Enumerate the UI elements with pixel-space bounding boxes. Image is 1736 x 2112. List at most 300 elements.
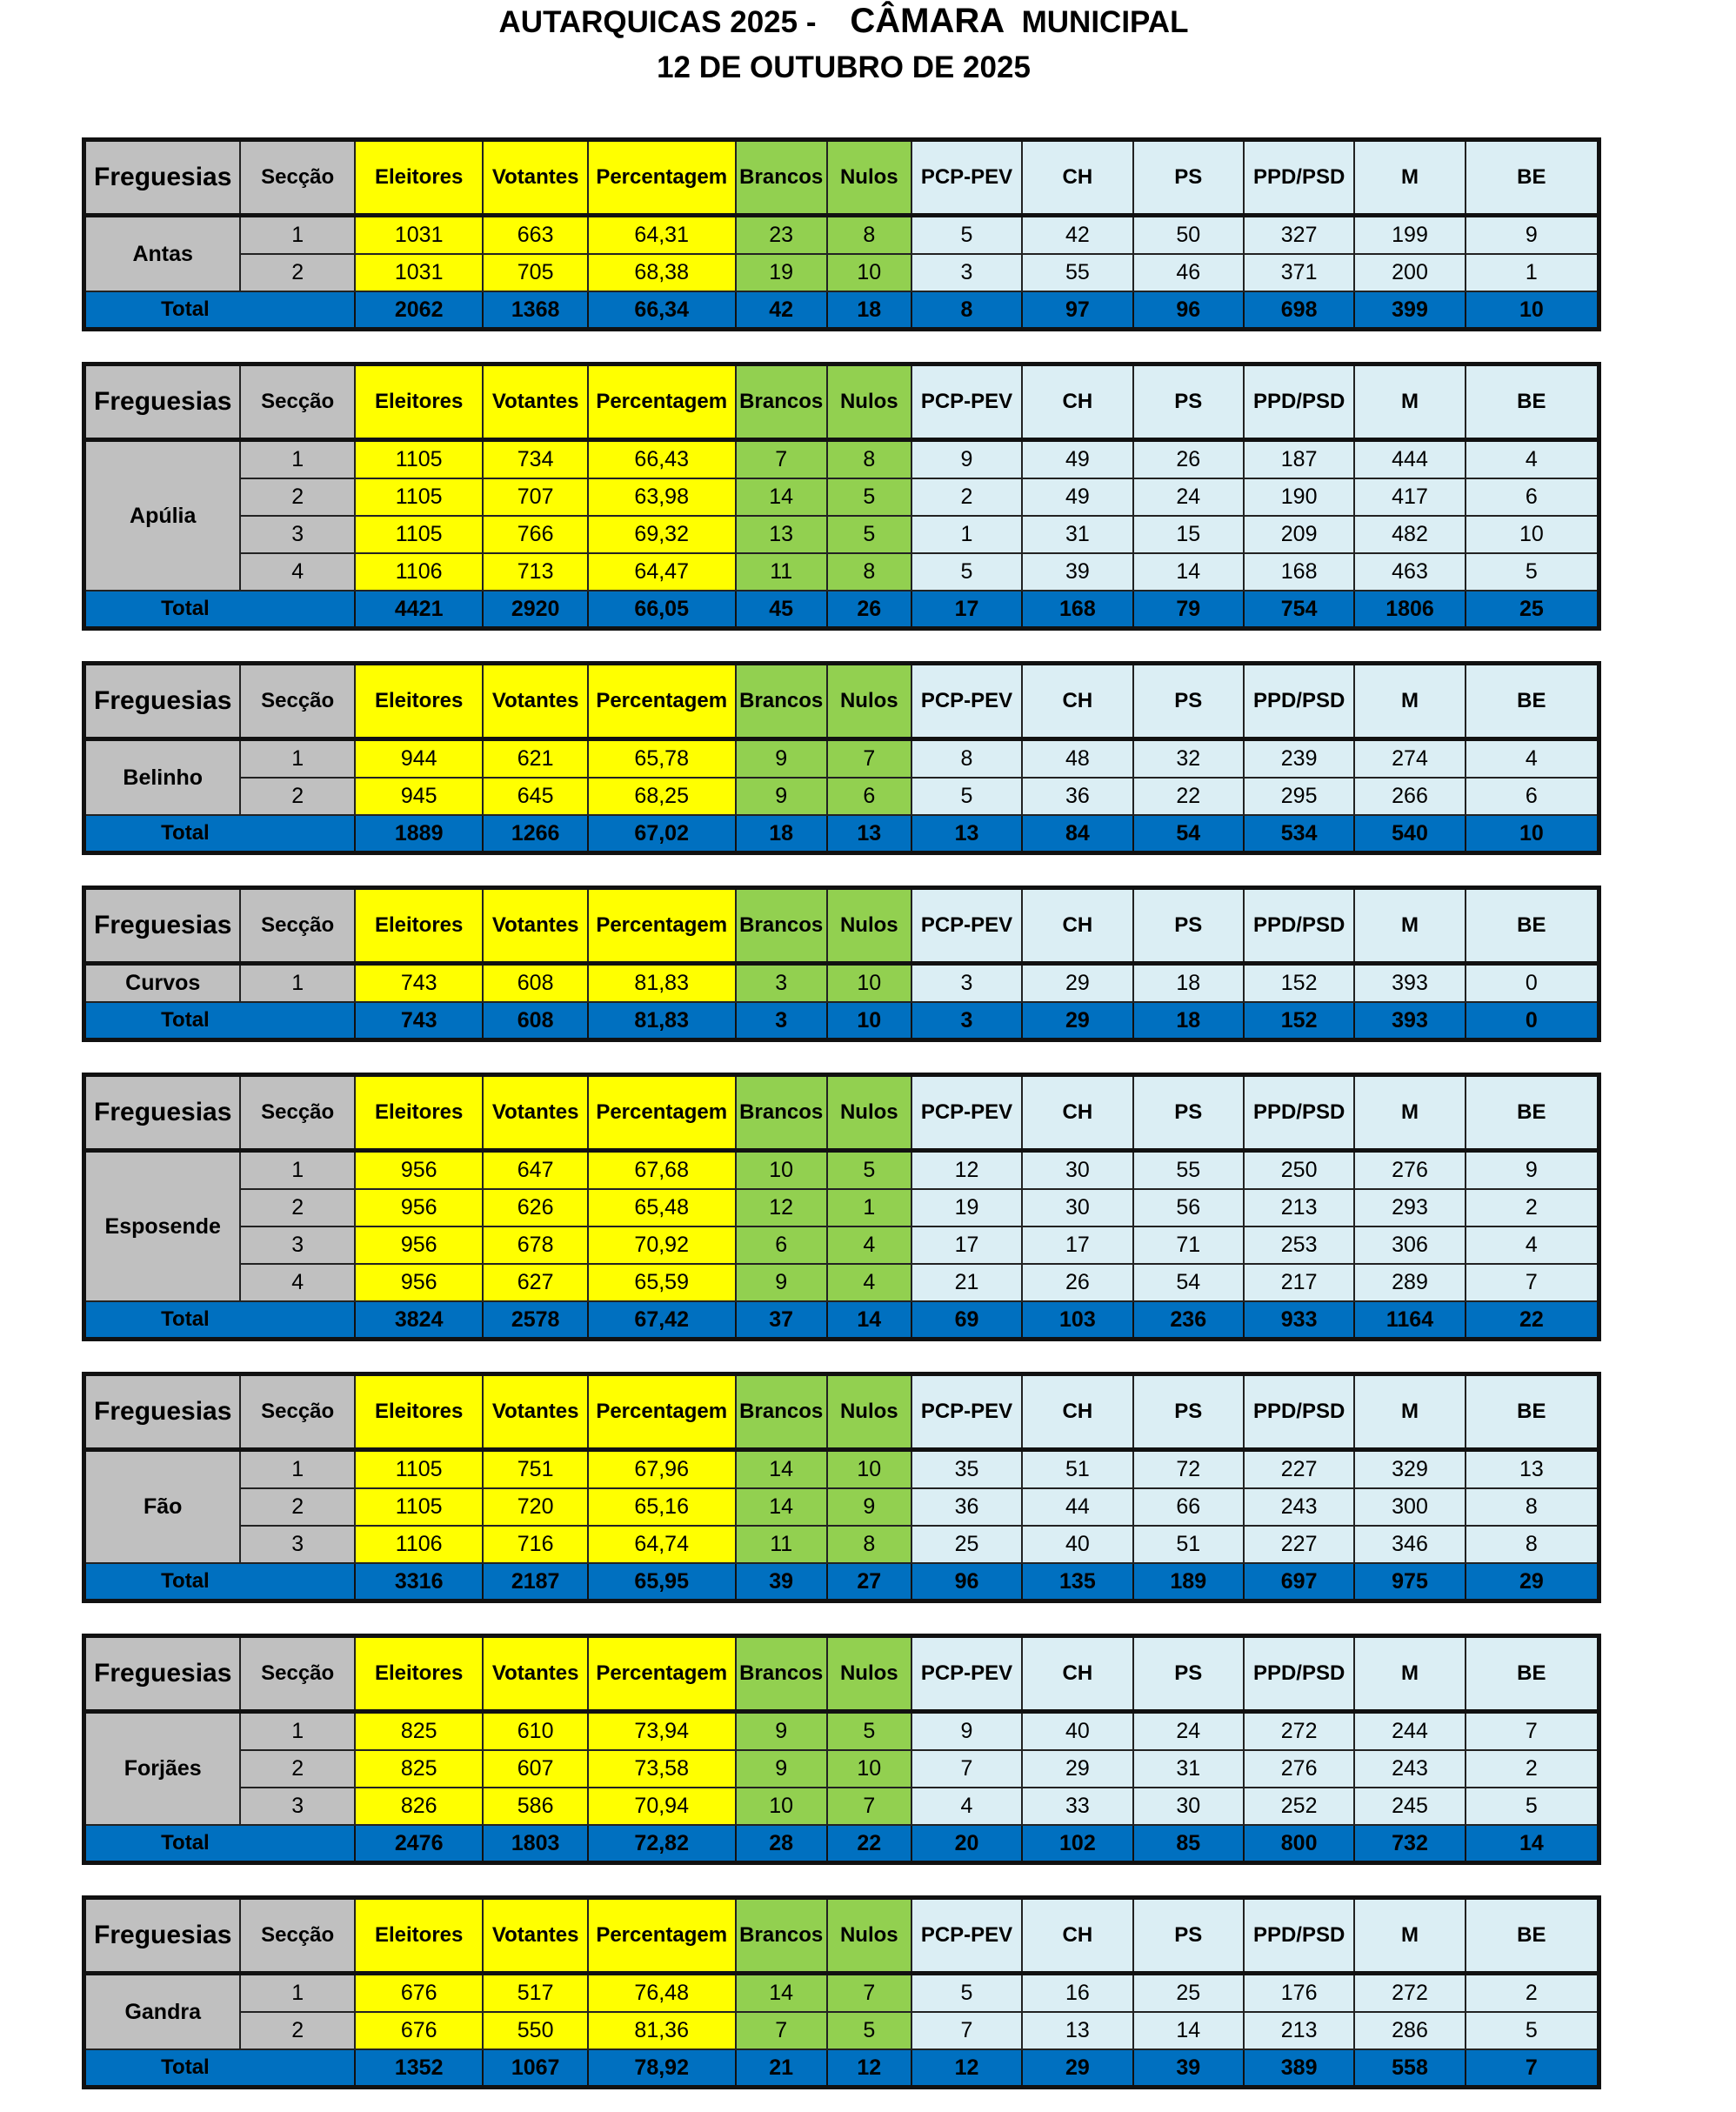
header-eleitores: Eleitores (355, 664, 484, 739)
table-row (84, 1974, 1599, 2013)
cell-percentagem: 73,58 (588, 1750, 736, 1788)
cell-nulos: 5 (827, 1151, 911, 1190)
cell-ps: 25 (1133, 1974, 1244, 2013)
cell-brancos: 9 (736, 1712, 827, 1751)
table-row (84, 516, 1599, 553)
cell-seccao: 2 (240, 778, 354, 815)
cell-ppd-psd: 243 (1244, 1488, 1354, 1526)
total-votantes: 1266 (483, 815, 587, 853)
cell-votantes: 720 (483, 1488, 587, 1526)
table-row (84, 440, 1599, 479)
header-freguesias: Freguesias (84, 664, 241, 739)
table-row (84, 553, 1599, 591)
total-eleitores: 743 (355, 1002, 484, 1040)
header-eleitores: Eleitores (355, 140, 484, 216)
cell-percentagem: 73,94 (588, 1712, 736, 1751)
cell-votantes: 707 (483, 478, 587, 516)
cell-votantes: 716 (483, 1526, 587, 1563)
total-brancos: 18 (736, 815, 827, 853)
freguesia-block (82, 137, 1601, 331)
header-pcp-pev: PCP-PEV (911, 140, 1022, 216)
cell-ppd-psd: 217 (1244, 1264, 1354, 1301)
results-table (82, 1372, 1601, 1603)
cell-brancos: 11 (736, 553, 827, 591)
cell-ps: 71 (1133, 1226, 1244, 1264)
cell-be: 2 (1466, 1189, 1599, 1226)
cell-pcp-pev: 12 (911, 1151, 1022, 1190)
header-seccao: Secção (240, 1636, 354, 1712)
total-row (84, 1825, 1599, 1863)
cell-brancos: 9 (736, 778, 827, 815)
total-percentagem: 66,05 (588, 591, 736, 629)
header-percentagem: Percentagem (588, 888, 736, 964)
header-votantes: Votantes (483, 664, 587, 739)
cell-votantes: 610 (483, 1712, 587, 1751)
header-pcp-pev: PCP-PEV (911, 1636, 1022, 1712)
cell-ps: 18 (1133, 964, 1244, 1003)
results-table (82, 137, 1601, 331)
cell-pcp-pev: 2 (911, 478, 1022, 516)
cell-ppd-psd: 327 (1244, 216, 1354, 255)
cell-m: 417 (1354, 478, 1465, 516)
freguesia-name: Fão (84, 1450, 241, 1564)
cell-pcp-pev: 7 (911, 2012, 1022, 2049)
freguesia-name: Apúlia (84, 440, 241, 591)
header-brancos: Brancos (736, 140, 827, 216)
header-percentagem: Percentagem (588, 1075, 736, 1151)
cell-percentagem: 64,74 (588, 1526, 736, 1563)
cell-brancos: 9 (736, 1750, 827, 1788)
total-pcp-pev: 13 (911, 815, 1022, 853)
cell-ps: 72 (1133, 1450, 1244, 1489)
cell-brancos: 19 (736, 254, 827, 291)
cell-ps: 30 (1133, 1788, 1244, 1825)
cell-ps: 51 (1133, 1526, 1244, 1563)
cell-be: 4 (1466, 440, 1599, 479)
header-ppd-psd: PPD/PSD (1244, 664, 1354, 739)
cell-m: 482 (1354, 516, 1465, 553)
cell-pcp-pev: 36 (911, 1488, 1022, 1526)
cell-votantes: 663 (483, 216, 587, 255)
cell-ppd-psd: 253 (1244, 1226, 1354, 1264)
cell-ppd-psd: 176 (1244, 1974, 1354, 2013)
header-ch: CH (1022, 140, 1132, 216)
table-row (84, 254, 1599, 291)
table-row (84, 1189, 1599, 1226)
table-row (84, 1750, 1599, 1788)
cell-ch: 39 (1022, 553, 1132, 591)
total-ch: 84 (1022, 815, 1132, 853)
cell-eleitores: 956 (355, 1189, 484, 1226)
cell-ch: 30 (1022, 1151, 1132, 1190)
total-ps: 79 (1133, 591, 1244, 629)
total-eleitores: 2476 (355, 1825, 484, 1863)
table-row (84, 1712, 1599, 1751)
results-table (82, 886, 1601, 1042)
total-m: 393 (1354, 1002, 1465, 1040)
total-label: Total (84, 1825, 355, 1863)
cell-ps: 50 (1133, 216, 1244, 255)
cell-nulos: 5 (827, 2012, 911, 2049)
cell-ch: 29 (1022, 964, 1132, 1003)
cell-ch: 48 (1022, 739, 1132, 779)
cell-nulos: 10 (827, 254, 911, 291)
cell-ppd-psd: 209 (1244, 516, 1354, 553)
header-votantes: Votantes (483, 1898, 587, 1974)
freguesia-name: Curvos (84, 964, 241, 1003)
header-ps: PS (1133, 1374, 1244, 1450)
total-brancos: 42 (736, 291, 827, 330)
header-eleitores: Eleitores (355, 1075, 484, 1151)
header-brancos: Brancos (736, 888, 827, 964)
cell-eleitores: 1105 (355, 1450, 484, 1489)
header-seccao: Secção (240, 664, 354, 739)
freguesia-block (82, 886, 1601, 1042)
header-percentagem: Percentagem (588, 364, 736, 440)
header-ch: CH (1022, 888, 1132, 964)
cell-ps: 15 (1133, 516, 1244, 553)
cell-nulos: 8 (827, 440, 911, 479)
cell-nulos: 7 (827, 1788, 911, 1825)
header-ppd-psd: PPD/PSD (1244, 364, 1354, 440)
header-ppd-psd: PPD/PSD (1244, 1636, 1354, 1712)
header-pcp-pev: PCP-PEV (911, 1374, 1022, 1450)
total-nulos: 10 (827, 1002, 911, 1040)
header-ppd-psd: PPD/PSD (1244, 1075, 1354, 1151)
total-be: 10 (1466, 291, 1599, 330)
cell-percentagem: 68,38 (588, 254, 736, 291)
header-m: M (1354, 140, 1465, 216)
cell-ps: 24 (1133, 478, 1244, 516)
total-percentagem: 72,82 (588, 1825, 736, 1863)
total-nulos: 22 (827, 1825, 911, 1863)
cell-percentagem: 65,59 (588, 1264, 736, 1301)
cell-be: 7 (1466, 1712, 1599, 1751)
cell-ps: 14 (1133, 2012, 1244, 2049)
cell-seccao: 1 (240, 1151, 354, 1190)
header-eleitores: Eleitores (355, 1898, 484, 1974)
header-ps: PS (1133, 140, 1244, 216)
header-eleitores: Eleitores (355, 1636, 484, 1712)
cell-eleitores: 1031 (355, 254, 484, 291)
cell-pcp-pev: 5 (911, 778, 1022, 815)
total-ch: 29 (1022, 1002, 1132, 1040)
cell-ppd-psd: 187 (1244, 440, 1354, 479)
cell-brancos: 14 (736, 1488, 827, 1526)
header-be: BE (1466, 1075, 1599, 1151)
cell-eleitores: 676 (355, 1974, 484, 2013)
cell-pcp-pev: 9 (911, 1712, 1022, 1751)
header-brancos: Brancos (736, 1374, 827, 1450)
cell-percentagem: 67,96 (588, 1450, 736, 1489)
cell-eleitores: 956 (355, 1226, 484, 1264)
cell-eleitores: 1105 (355, 516, 484, 553)
header-ps: PS (1133, 1636, 1244, 1712)
cell-ps: 54 (1133, 1264, 1244, 1301)
cell-percentagem: 65,78 (588, 739, 736, 779)
cell-eleitores: 1105 (355, 440, 484, 479)
cell-m: 243 (1354, 1750, 1465, 1788)
cell-percentagem: 64,47 (588, 553, 736, 591)
cell-percentagem: 76,48 (588, 1974, 736, 2013)
cell-be: 8 (1466, 1526, 1599, 1563)
results-table (82, 1073, 1601, 1341)
total-ppd-psd: 534 (1244, 815, 1354, 853)
total-eleitores: 3316 (355, 1563, 484, 1601)
total-ps: 96 (1133, 291, 1244, 330)
cell-brancos: 14 (736, 1974, 827, 2013)
cell-votantes: 550 (483, 2012, 587, 2049)
table-row (84, 778, 1599, 815)
cell-seccao: 1 (240, 440, 354, 479)
cell-votantes: 647 (483, 1151, 587, 1190)
total-be: 7 (1466, 2049, 1599, 2088)
cell-votantes: 626 (483, 1189, 587, 1226)
cell-percentagem: 67,68 (588, 1151, 736, 1190)
cell-nulos: 7 (827, 1974, 911, 2013)
freguesia-name: Gandra (84, 1974, 241, 2050)
cell-pcp-pev: 8 (911, 739, 1022, 779)
total-label: Total (84, 291, 355, 330)
cell-votantes: 607 (483, 1750, 587, 1788)
table-header-row (84, 1636, 1599, 1712)
cell-ch: 49 (1022, 440, 1132, 479)
cell-eleitores: 956 (355, 1151, 484, 1190)
header-pcp-pev: PCP-PEV (911, 888, 1022, 964)
total-nulos: 27 (827, 1563, 911, 1601)
cell-ppd-psd: 250 (1244, 1151, 1354, 1190)
header-percentagem: Percentagem (588, 1636, 736, 1712)
header-brancos: Brancos (736, 364, 827, 440)
total-votantes: 2578 (483, 1301, 587, 1340)
cell-pcp-pev: 3 (911, 964, 1022, 1003)
cell-m: 274 (1354, 739, 1465, 779)
header-votantes: Votantes (483, 1075, 587, 1151)
cell-m: 289 (1354, 1264, 1465, 1301)
cell-eleitores: 825 (355, 1750, 484, 1788)
header-nulos: Nulos (827, 1075, 911, 1151)
cell-ppd-psd: 272 (1244, 1712, 1354, 1751)
header-m: M (1354, 1075, 1465, 1151)
cell-m: 346 (1354, 1526, 1465, 1563)
header-be: BE (1466, 888, 1599, 964)
total-be: 10 (1466, 815, 1599, 853)
cell-ch: 42 (1022, 216, 1132, 255)
cell-pcp-pev: 9 (911, 440, 1022, 479)
header-nulos: Nulos (827, 364, 911, 440)
total-votantes: 1803 (483, 1825, 587, 1863)
total-eleitores: 3824 (355, 1301, 484, 1340)
header-ch: CH (1022, 1636, 1132, 1712)
cell-nulos: 8 (827, 1526, 911, 1563)
total-ppd-psd: 389 (1244, 2049, 1354, 2088)
results-table (82, 661, 1601, 855)
cell-ps: 14 (1133, 553, 1244, 591)
header-seccao: Secção (240, 364, 354, 440)
header-brancos: Brancos (736, 1636, 827, 1712)
cell-seccao: 1 (240, 964, 354, 1003)
cell-ch: 51 (1022, 1450, 1132, 1489)
cell-votantes: 586 (483, 1788, 587, 1825)
header-ppd-psd: PPD/PSD (1244, 888, 1354, 964)
total-ppd-psd: 698 (1244, 291, 1354, 330)
cell-votantes: 645 (483, 778, 587, 815)
cell-pcp-pev: 5 (911, 1974, 1022, 2013)
page-title (0, 2, 1687, 42)
cell-seccao: 3 (240, 1226, 354, 1264)
table-row (84, 1226, 1599, 1264)
cell-seccao: 2 (240, 478, 354, 516)
table-row (84, 1488, 1599, 1526)
header-freguesias: Freguesias (84, 1898, 241, 1974)
total-be: 25 (1466, 591, 1599, 629)
cell-votantes: 627 (483, 1264, 587, 1301)
cell-pcp-pev: 3 (911, 254, 1022, 291)
cell-seccao: 1 (240, 1974, 354, 2013)
page-subtitle: 12 DE OUTUBRO DE 2025 (657, 50, 1031, 84)
cell-seccao: 3 (240, 516, 354, 553)
header-nulos: Nulos (827, 664, 911, 739)
cell-be: 10 (1466, 516, 1599, 553)
total-ps: 189 (1133, 1563, 1244, 1601)
header-freguesias: Freguesias (84, 1636, 241, 1712)
cell-nulos: 10 (827, 1450, 911, 1489)
total-row (84, 1563, 1599, 1601)
cell-pcp-pev: 35 (911, 1450, 1022, 1489)
total-ppd-psd: 800 (1244, 1825, 1354, 1863)
total-eleitores: 1889 (355, 815, 484, 853)
table-row (84, 478, 1599, 516)
table-row (84, 964, 1599, 1003)
cell-pcp-pev: 5 (911, 553, 1022, 591)
cell-brancos: 6 (736, 1226, 827, 1264)
header-eleitores: Eleitores (355, 888, 484, 964)
cell-m: 276 (1354, 1151, 1465, 1190)
cell-m: 200 (1354, 254, 1465, 291)
total-votantes: 1368 (483, 291, 587, 330)
header-ppd-psd: PPD/PSD (1244, 1374, 1354, 1450)
total-brancos: 45 (736, 591, 827, 629)
cell-seccao: 4 (240, 1264, 354, 1301)
cell-brancos: 3 (736, 964, 827, 1003)
cell-m: 306 (1354, 1226, 1465, 1264)
cell-ch: 55 (1022, 254, 1132, 291)
total-brancos: 21 (736, 2049, 827, 2088)
total-ps: 54 (1133, 815, 1244, 853)
cell-pcp-pev: 25 (911, 1526, 1022, 1563)
title-camara: CÂMARA (850, 2, 1005, 40)
header-seccao: Secção (240, 140, 354, 216)
cell-eleitores: 825 (355, 1712, 484, 1751)
cell-m: 300 (1354, 1488, 1465, 1526)
cell-be: 2 (1466, 1750, 1599, 1788)
cell-ppd-psd: 213 (1244, 1189, 1354, 1226)
total-m: 732 (1354, 1825, 1465, 1863)
total-pcp-pev: 69 (911, 1301, 1022, 1340)
cell-m: 463 (1354, 553, 1465, 591)
total-label: Total (84, 1563, 355, 1601)
cell-ppd-psd: 227 (1244, 1526, 1354, 1563)
cell-seccao: 1 (240, 739, 354, 779)
header-ps: PS (1133, 1075, 1244, 1151)
freguesia-name: Forjães (84, 1712, 241, 1826)
cell-ps: 66 (1133, 1488, 1244, 1526)
header-votantes: Votantes (483, 1374, 587, 1450)
cell-ppd-psd: 190 (1244, 478, 1354, 516)
cell-ps: 26 (1133, 440, 1244, 479)
total-nulos: 12 (827, 2049, 911, 2088)
header-pcp-pev: PCP-PEV (911, 364, 1022, 440)
header-freguesias: Freguesias (84, 364, 241, 440)
total-ps: 85 (1133, 1825, 1244, 1863)
header-brancos: Brancos (736, 1075, 827, 1151)
cell-brancos: 23 (736, 216, 827, 255)
table-row (84, 1151, 1599, 1190)
total-pcp-pev: 96 (911, 1563, 1022, 1601)
header-ch: CH (1022, 1374, 1132, 1450)
cell-ch: 33 (1022, 1788, 1132, 1825)
cell-ch: 40 (1022, 1712, 1132, 1751)
cell-ppd-psd: 295 (1244, 778, 1354, 815)
header-votantes: Votantes (483, 140, 587, 216)
total-ppd-psd: 152 (1244, 1002, 1354, 1040)
cell-be: 0 (1466, 964, 1599, 1003)
header-ch: CH (1022, 1075, 1132, 1151)
total-m: 1806 (1354, 591, 1465, 629)
header-nulos: Nulos (827, 1898, 911, 1974)
table-row (84, 2012, 1599, 2049)
cell-eleitores: 1105 (355, 1488, 484, 1526)
cell-eleitores: 743 (355, 964, 484, 1003)
total-be: 0 (1466, 1002, 1599, 1040)
header-seccao: Secção (240, 1374, 354, 1450)
cell-votantes: 713 (483, 553, 587, 591)
cell-ch: 31 (1022, 516, 1132, 553)
header-eleitores: Eleitores (355, 1374, 484, 1450)
total-eleitores: 2062 (355, 291, 484, 330)
cell-votantes: 705 (483, 254, 587, 291)
cell-percentagem: 69,32 (588, 516, 736, 553)
header-m: M (1354, 1898, 1465, 1974)
cell-ppd-psd: 276 (1244, 1750, 1354, 1788)
cell-be: 8 (1466, 1488, 1599, 1526)
header-seccao: Secção (240, 888, 354, 964)
cell-pcp-pev: 4 (911, 1788, 1022, 1825)
cell-pcp-pev: 17 (911, 1226, 1022, 1264)
header-seccao: Secção (240, 1075, 354, 1151)
header-ch: CH (1022, 364, 1132, 440)
total-nulos: 18 (827, 291, 911, 330)
table-header-row (84, 1898, 1599, 1974)
header-freguesias: Freguesias (84, 1075, 241, 1151)
cell-brancos: 7 (736, 440, 827, 479)
total-ppd-psd: 754 (1244, 591, 1354, 629)
cell-m: 329 (1354, 1450, 1465, 1489)
cell-ch: 36 (1022, 778, 1132, 815)
cell-be: 5 (1466, 1788, 1599, 1825)
header-ps: PS (1133, 364, 1244, 440)
cell-ch: 26 (1022, 1264, 1132, 1301)
cell-seccao: 1 (240, 216, 354, 255)
table-header-row (84, 888, 1599, 964)
cell-percentagem: 81,36 (588, 2012, 736, 2049)
total-votantes: 2187 (483, 1563, 587, 1601)
total-m: 540 (1354, 815, 1465, 853)
total-ps: 236 (1133, 1301, 1244, 1340)
freguesia-block (82, 1895, 1601, 2089)
freguesia-name: Antas (84, 216, 241, 292)
header-seccao: Secção (240, 1898, 354, 1974)
